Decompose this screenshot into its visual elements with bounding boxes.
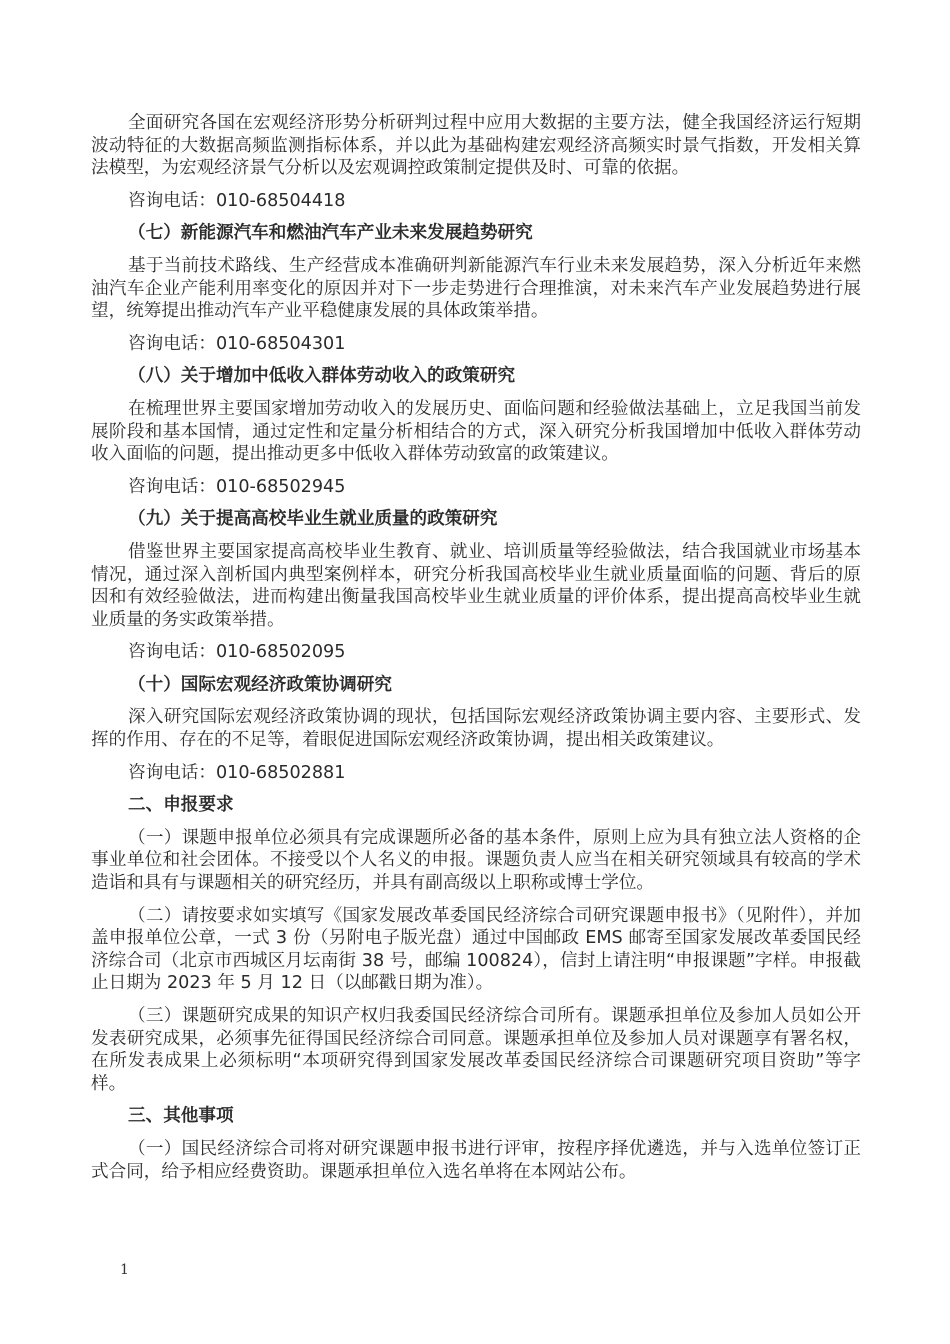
contact-phone: 咨询电话：010-68502095 <box>128 642 346 663</box>
paragraph: 全面研究各国在宏观经济形势分析研判过程中应用大数据的主要方法，健全我国经济运行短期波动特征的大数据高频监测指标体系，并以此为基础构建宏观经济高频实时景气指数，开发相关算法模型，为宏观经济景气分析以及宏观调控政策制定提供及时、可靠的依据。 <box>91 113 861 179</box>
section-heading: 三、其他事项 <box>128 1106 234 1127</box>
contact-phone: 咨询电话：010-68504418 <box>128 190 346 211</box>
section-heading: （七）新能源汽车和燃油汽车产业未来发展趋势研究 <box>128 223 533 244</box>
paragraph: （一）国民经济综合司将对研究课题申报书进行评审，按程序择优遴选，并与入选单位签订正式合同，给予相应经费资助。课题承担单位入选名单将在本网站公布。 <box>91 1138 861 1182</box>
section-heading: （十）国际宏观经济政策协调研究 <box>128 674 392 695</box>
paragraph: 在梳理世界主要国家增加劳动收入的发展历史、面临问题和经验做法基础上，立足我国当前发展阶段和基本国情，通过定性和定量分析相结合的方式，深入研究分析我国增加中低收入群体劳动收入面临的问题，提出推动更多中低收入群体劳动致富的政策建议。 <box>91 398 861 465</box>
paragraph: 借鉴世界主要国家提高高校毕业生教育、就业、培训质量等经验做法，结合我国就业市场基本情况，通过深入剖析国内典型案例样本，研究分析我国高校毕业生就业质量面临的问题、背后的原因和有效经验做法，进而构建出衡量我国高校毕业生就业质量的评价体系，提出提高高校毕业生就业质量的务实政策举措。 <box>91 541 861 630</box>
contact-phone: 咨询电话：010-68504301 <box>128 333 346 354</box>
paragraph: 深入研究国际宏观经济政策协调的现状，包括国际宏观经济政策协调主要内容、主要形式、发挥的作用、存在的不足等，着眼促进国际宏观经济政策协调，提出相关政策建议。 <box>91 707 861 751</box>
paragraph: （一）课题申报单位必须具有完成课题所必备的基本条件，原则上应为具有独立法人资格的企事业单位和社会团体。不接受以个人名义的申报。课题负责人应当在相关研究领域具有较高的学术造诣和具有与课题相关的研究经历，并具有副高级以上职称或博士学位。 <box>91 827 861 894</box>
contact-phone: 咨询电话：010-68502881 <box>128 762 346 783</box>
paragraph: 基于当前技术路线、生产经营成本准确研判新能源汽车行业未来发展趋势，深入分析近年来燃油汽车企业产能利用率变化的原因并对下一步走势进行合理推演，对未来汽车产业发展趋势进行展望，统筹提出推动汽车产业平稳健康发展的具体政策举措。 <box>91 255 861 322</box>
document-body <box>91 112 861 1183</box>
page-number: 1 <box>120 1262 129 1278</box>
section-heading: （八）关于增加中低收入群体劳动收入的政策研究 <box>128 366 516 387</box>
paragraph: （二）请按要求如实填写《国家发展改革委国民经济综合司研究课题申报书》（见附件），并加盖申报单位公章，一式 3 份（另附电子版光盘）通过中国邮政 EMS 邮寄至国家发展改革委国民经济综合司（北京市西城区月坛南街 38 号，邮编 100824），信封上请注明“申报课题”字样。申报截止日期为 2023 年 5 月 12 日（以邮戳日期为准）。 <box>91 905 861 994</box>
section-heading: （九）关于提高高校毕业生就业质量的政策研究 <box>128 509 498 530</box>
contact-phone: 咨询电话：010-68502945 <box>128 476 346 497</box>
paragraph: （三）课题研究成果的知识产权归我委国民经济综合司所有。课题承担单位及参加人员如公开发表研究成果，必须事先征得国民经济综合司同意。课题承担单位及参加人员对课题享有署名权，在所发表成果上必须标明“本项研究得到国家发展改革委国民经济综合司课题研究项目资助”等字样。 <box>91 1006 861 1094</box>
section-heading: 二、申报要求 <box>128 795 234 816</box>
